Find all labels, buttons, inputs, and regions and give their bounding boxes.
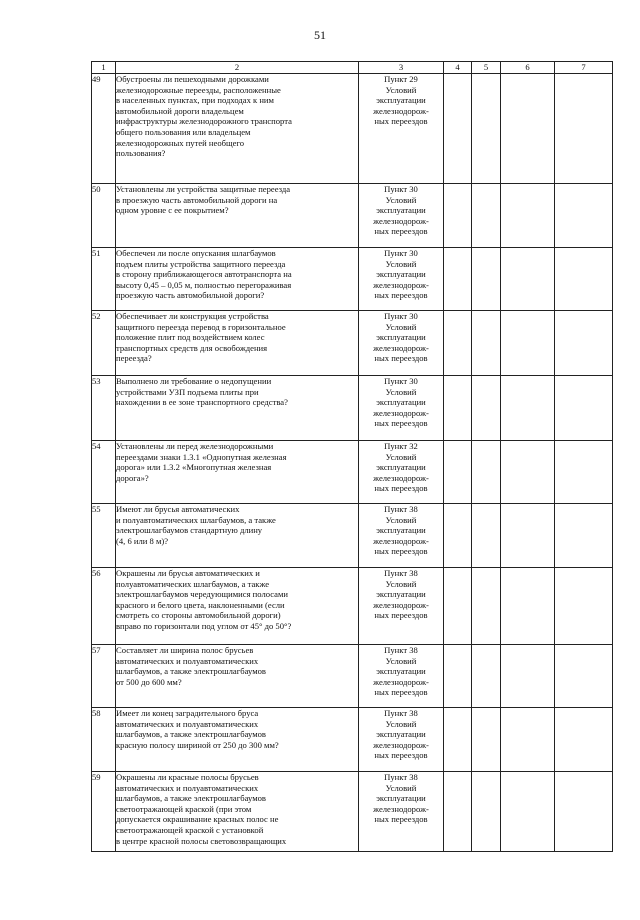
reference-text: Пункт 30 Условий эксплуатации железнодорож- ных переездов bbox=[373, 248, 429, 301]
header-col-4: 4 bbox=[444, 62, 472, 74]
empty-cell-col-4[interactable] bbox=[444, 376, 472, 441]
header-col-6: 6 bbox=[501, 62, 555, 74]
empty-cell-col-6[interactable] bbox=[501, 74, 555, 184]
empty-cell-col-4[interactable] bbox=[444, 184, 472, 248]
empty-cell-col-6[interactable] bbox=[501, 376, 555, 441]
question-text: Имеет ли конец заградительного бруса автоматических и полуавтоматических шлагбаумов, а также электрошлагбаумов красную полосу шириной от 250 до 300 мм? bbox=[116, 708, 279, 750]
empty-cell-col-6[interactable] bbox=[501, 504, 555, 568]
reference-cell bbox=[359, 311, 444, 376]
question-cell bbox=[116, 248, 359, 311]
row-number-text: 56 bbox=[92, 568, 101, 578]
reference-text: Пункт 38 Условий эксплуатации железнодорож- ных переездов bbox=[373, 708, 429, 761]
reference-text: Пункт 38 Условий эксплуатации железнодорож- ных переездов bbox=[373, 772, 429, 825]
header-col-2: 2 bbox=[116, 62, 359, 74]
question-cell bbox=[116, 376, 359, 441]
question-cell bbox=[116, 184, 359, 248]
empty-cell-col-4[interactable] bbox=[444, 441, 472, 504]
empty-cell-col-6[interactable] bbox=[501, 708, 555, 772]
question-text: Обеспечен ли после опускания шлагбаумов подъем плиты устройства защитного переезда в сторону приближающегося автотранспорта на высоту 0,45 – 0,05 м, полностью перегораживая проезжую часть автомобильной дороги? bbox=[116, 248, 292, 301]
header-col-5: 5 bbox=[472, 62, 501, 74]
question-text: Окрашены ли брусья автоматических и полуавтоматических шлагбаумов, а также электрошлагбаумов чередующимися полосами красного и белого цвета, наклоненными (если смотреть со стороны автомобильной дороги) вправо по горизонтали под углом от 45° до 50°? bbox=[116, 568, 292, 631]
row-number bbox=[92, 772, 116, 852]
empty-cell-col-7[interactable] bbox=[555, 311, 613, 376]
question-text: Окрашены ли красные полосы брусьев автоматических и полуавтоматических шлагбаумов, а также электрошлагбаумов светоотражающей краской (при этом допускается окрашивание красных полос не светоотражающей краской с установкой в центре красной полосы световозвращающих bbox=[116, 772, 287, 846]
row-number bbox=[92, 568, 116, 645]
empty-cell-col-4[interactable] bbox=[444, 248, 472, 311]
question-cell bbox=[116, 441, 359, 504]
row-number-text: 54 bbox=[92, 441, 101, 451]
table-row bbox=[92, 184, 613, 248]
table-row bbox=[92, 311, 613, 376]
empty-cell-col-5[interactable] bbox=[472, 772, 501, 852]
empty-cell-col-7[interactable] bbox=[555, 645, 613, 708]
empty-cell-col-5[interactable] bbox=[472, 645, 501, 708]
empty-cell-col-7[interactable] bbox=[555, 772, 613, 852]
empty-cell-col-7[interactable] bbox=[555, 74, 613, 184]
reference-text: Пункт 30 Условий эксплуатации железнодорож- ных переездов bbox=[373, 376, 429, 429]
reference-cell bbox=[359, 504, 444, 568]
empty-cell-col-7[interactable] bbox=[555, 441, 613, 504]
question-text: Установлены ли устройства защитные переезда в проезжую часть автомобильной дороги на одном уровне с ее покрытием? bbox=[116, 184, 291, 216]
reference-cell bbox=[359, 441, 444, 504]
question-text: Обеспечивает ли конструкция устройства защитного переезда перевод в горизонтальное положение плит под воздействием колес транспортных средств для освобождения переезда? bbox=[116, 311, 286, 364]
table-row bbox=[92, 441, 613, 504]
header-col-3: 3 bbox=[359, 62, 444, 74]
question-text: Имеют ли брусья автоматических и полуавтоматических шлагбаумов, а также электрошлагбаумов стандартную длину (4, 6 или 8 м)? bbox=[116, 504, 276, 546]
row-number-text: 52 bbox=[92, 311, 101, 321]
table-row bbox=[92, 248, 613, 311]
empty-cell-col-6[interactable] bbox=[501, 568, 555, 645]
question-cell bbox=[116, 772, 359, 852]
empty-cell-col-5[interactable] bbox=[472, 376, 501, 441]
row-number-text: 57 bbox=[92, 645, 101, 655]
reference-cell bbox=[359, 708, 444, 772]
empty-cell-col-6[interactable] bbox=[501, 248, 555, 311]
table-row bbox=[92, 376, 613, 441]
checklist-table bbox=[91, 61, 613, 852]
table-row bbox=[92, 568, 613, 645]
table-row bbox=[92, 708, 613, 772]
empty-cell-col-4[interactable] bbox=[444, 772, 472, 852]
table-row bbox=[92, 74, 613, 184]
question-text: Составляет ли ширина полос брусьев автоматических и полуавтоматических шлагбаумов, а также электрошлагбаумов от 500 до 600 мм? bbox=[116, 645, 266, 687]
empty-cell-col-4[interactable] bbox=[444, 645, 472, 708]
row-number-text: 53 bbox=[92, 376, 101, 386]
reference-cell bbox=[359, 568, 444, 645]
empty-cell-col-5[interactable] bbox=[472, 184, 501, 248]
reference-text: Пункт 29 Условий эксплуатации железнодорож- ных переездов bbox=[373, 74, 429, 127]
empty-cell-col-6[interactable] bbox=[501, 645, 555, 708]
row-number bbox=[92, 184, 116, 248]
table-row bbox=[92, 645, 613, 708]
question-cell bbox=[116, 645, 359, 708]
empty-cell-col-4[interactable] bbox=[444, 74, 472, 184]
row-number bbox=[92, 376, 116, 441]
row-number bbox=[92, 708, 116, 772]
header-col-7: 7 bbox=[555, 62, 613, 74]
row-number-text: 51 bbox=[92, 248, 101, 258]
question-cell bbox=[116, 708, 359, 772]
reference-cell bbox=[359, 248, 444, 311]
empty-cell-col-7[interactable] bbox=[555, 248, 613, 311]
reference-cell bbox=[359, 184, 444, 248]
table-header-row bbox=[92, 62, 613, 74]
empty-cell-col-5[interactable] bbox=[472, 248, 501, 311]
reference-text: Пункт 38 Условий эксплуатации железнодорож- ных переездов bbox=[373, 504, 429, 557]
reference-text: Пункт 30 Условий эксплуатации железнодорож- ных переездов bbox=[373, 311, 429, 364]
row-number bbox=[92, 74, 116, 184]
empty-cell-col-5[interactable] bbox=[472, 74, 501, 184]
empty-cell-col-5[interactable] bbox=[472, 504, 501, 568]
empty-cell-col-4[interactable] bbox=[444, 708, 472, 772]
row-number-text: 55 bbox=[92, 504, 101, 514]
reference-text: Пункт 30 Условий эксплуатации железнодорож- ных переездов bbox=[373, 184, 429, 237]
empty-cell-col-6[interactable] bbox=[501, 184, 555, 248]
row-number bbox=[92, 504, 116, 568]
empty-cell-col-5[interactable] bbox=[472, 311, 501, 376]
empty-cell-col-5[interactable] bbox=[472, 568, 501, 645]
row-number-text: 59 bbox=[92, 772, 101, 782]
reference-cell bbox=[359, 74, 444, 184]
empty-cell-col-7[interactable] bbox=[555, 708, 613, 772]
empty-cell-col-6[interactable] bbox=[501, 772, 555, 852]
question-cell bbox=[116, 74, 359, 184]
reference-text: Пункт 38 Условий эксплуатации железнодорож- ных переездов bbox=[373, 568, 429, 621]
empty-cell-col-7[interactable] bbox=[555, 568, 613, 645]
question-text: Обустроены ли пешеходными дорожками железнодорожные переезды, расположенные в населенных пунктах, при подходах к ним автомобильной дороги владельцем инфраструктуры железнодорожного транспорта общего пользования или владельцем железнодорожных путей необщего пользования? bbox=[116, 74, 292, 159]
row-number bbox=[92, 248, 116, 311]
row-number-text: 58 bbox=[92, 708, 101, 718]
empty-cell-col-4[interactable] bbox=[444, 311, 472, 376]
empty-cell-col-4[interactable] bbox=[444, 504, 472, 568]
reference-text: Пункт 32 Условий эксплуатации железнодорож- ных переездов bbox=[373, 441, 429, 494]
row-number bbox=[92, 311, 116, 376]
empty-cell-col-7[interactable] bbox=[555, 376, 613, 441]
reference-cell bbox=[359, 645, 444, 708]
question-cell bbox=[116, 568, 359, 645]
empty-cell-col-5[interactable] bbox=[472, 441, 501, 504]
reference-text: Пункт 38 Условий эксплуатации железнодорож- ных переездов bbox=[373, 645, 429, 698]
empty-cell-col-7[interactable] bbox=[555, 184, 613, 248]
table-row bbox=[92, 772, 613, 852]
reference-cell bbox=[359, 376, 444, 441]
row-number-text: 49 bbox=[92, 74, 101, 84]
table-row bbox=[92, 504, 613, 568]
empty-cell-col-6[interactable] bbox=[501, 311, 555, 376]
question-cell bbox=[116, 504, 359, 568]
question-text: Установлены ли перед железнодорожными переездами знаки 1.3.1 «Однопутная железная дорога» или 1.3.2 «Многопутная железная дорога»? bbox=[116, 441, 287, 483]
empty-cell-col-7[interactable] bbox=[555, 504, 613, 568]
empty-cell-col-6[interactable] bbox=[501, 441, 555, 504]
empty-cell-col-5[interactable] bbox=[472, 708, 501, 772]
row-number bbox=[92, 645, 116, 708]
empty-cell-col-4[interactable] bbox=[444, 568, 472, 645]
question-cell bbox=[116, 311, 359, 376]
page-number: 51 bbox=[314, 28, 326, 42]
header-col-1: 1 bbox=[92, 62, 116, 74]
row-number-text: 50 bbox=[92, 184, 101, 194]
row-number bbox=[92, 441, 116, 504]
question-text: Выполнено ли требование о недопущении устройствами УЗП подъема плиты при нахождении в ее зоне транспортного средства? bbox=[116, 376, 288, 408]
reference-cell bbox=[359, 772, 444, 852]
